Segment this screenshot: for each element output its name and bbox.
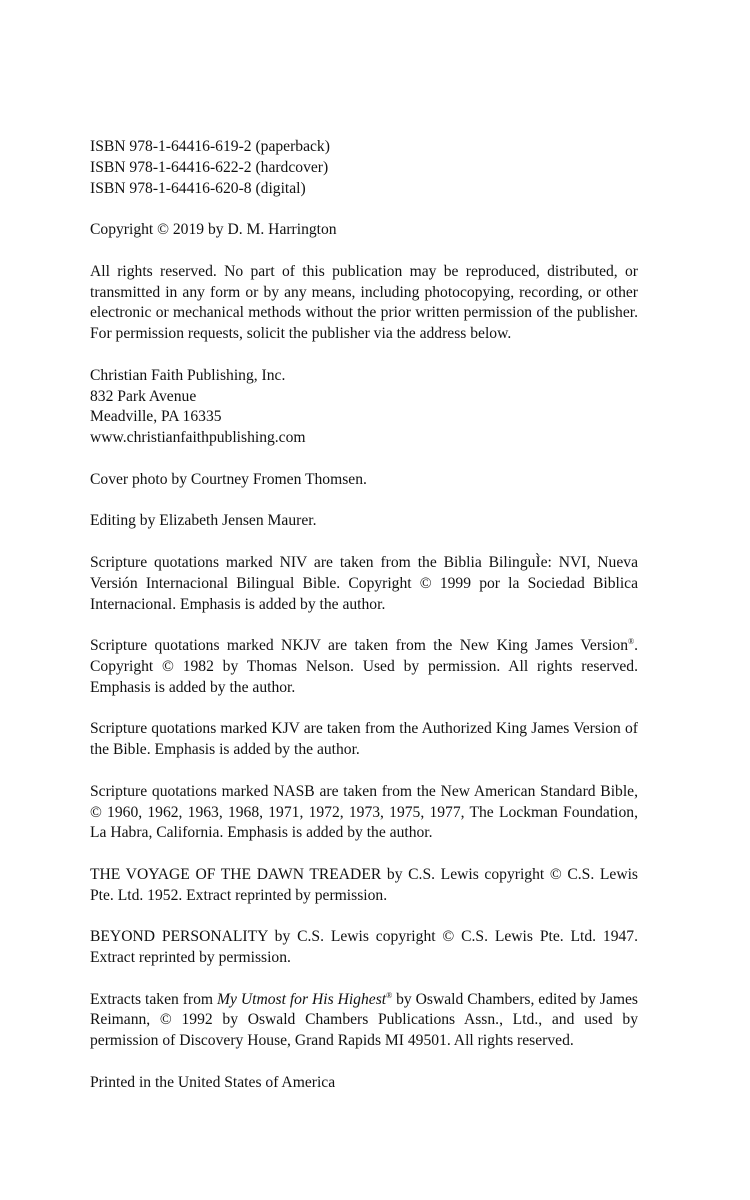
- publisher-address: [90, 366, 638, 449]
- editing-credit: Editing by Elizabeth Jensen Maurer.: [90, 512, 317, 530]
- isbn-hardcover: ISBN 978-1-64416-622-2 (hardcover): [90, 158, 329, 176]
- utmost-text-before: Extracts taken from: [90, 990, 217, 1008]
- registered-mark: ®: [386, 990, 393, 1000]
- publisher-name: Christian Faith Publishing, Inc.: [90, 366, 286, 384]
- scripture-niv-notice: Scripture quotations marked NIV are taken from the Biblia BilinguÌe: NVI, Nueva Versión Internacional Bilingual Bible. Copyright © 1999 por la Sociedad Biblica Internacional. Emphasis is added by the author.: [90, 553, 638, 613]
- utmost-text-after: by Oswald Chambers, edited by James Reimann, © 1992 by Oswald Chambers Publications Assn., Ltd., and used by permission of Discovery House, Grand Rapids MI 49501. All rights reserved.: [90, 990, 638, 1050]
- isbn-digital: ISBN 978-1-64416-620-8 (digital): [90, 179, 306, 197]
- cover-photo-credit: Cover photo by Courtney Fromen Thomsen.: [90, 470, 367, 488]
- registered-mark: ®: [628, 637, 635, 647]
- beyond-personality-notice: BEYOND PERSONALITY by C.S. Lewis copyright © C.S. Lewis Pte. Ltd. 1947. Extract reprinted by permission.: [90, 928, 638, 967]
- publisher-city: Meadville, PA 16335: [90, 408, 222, 426]
- copyright-page: [90, 137, 638, 1114]
- nkjv-text-after: . Copyright © 1982 by Thomas Nelson. Used by permission. All rights reserved. Emphasis is added by the author.: [90, 637, 638, 696]
- nkjv-text-before: Scripture quotations marked NKJV are taken from the New King James Version: [90, 637, 629, 655]
- publisher-street: 832 Park Avenue: [90, 387, 197, 405]
- scripture-kjv-notice: Scripture quotations marked KJV are taken from the Authorized King James Version of the Bible. Emphasis is added by the author.: [90, 720, 638, 759]
- publisher-website: www.christianfaithpublishing.com: [90, 429, 306, 447]
- isbn-paperback: ISBN 978-1-64416-619-2 (paperback): [90, 138, 330, 155]
- voyage-dawn-treader-notice: THE VOYAGE OF THE DAWN TREADER by C.S. Lewis copyright © C.S. Lewis Pte. Ltd. 1952. Extract reprinted by permission.: [90, 865, 638, 904]
- scripture-nkjv-notice: [90, 636, 638, 698]
- printed-in-notice: Printed in the United States of America: [90, 1073, 336, 1091]
- scripture-nasb-notice: Scripture quotations marked NASB are taken from the New American Standard Bible, © 1960, 1962, 1963, 1968, 1971, 1972, 1973, 1975, 1977, The Lockman Foundation, La Habra, California. Emphasis is added by the author.: [90, 782, 638, 842]
- rights-reserved-notice: All rights reserved. No part of this publication may be reproduced, distributed, or transmitted in any form or by any means, including photocopying, recording, or other electronic or mechanical methods without the prior written permission of the publisher. For permission requests, solicit the publisher via the address below.: [90, 262, 638, 343]
- isbn-block: [90, 137, 638, 199]
- utmost-notice: [90, 990, 638, 1052]
- copyright-notice: Copyright © 2019 by D. M. Harrington: [90, 221, 337, 239]
- utmost-book-title: My Utmost for His Highest: [217, 990, 387, 1008]
